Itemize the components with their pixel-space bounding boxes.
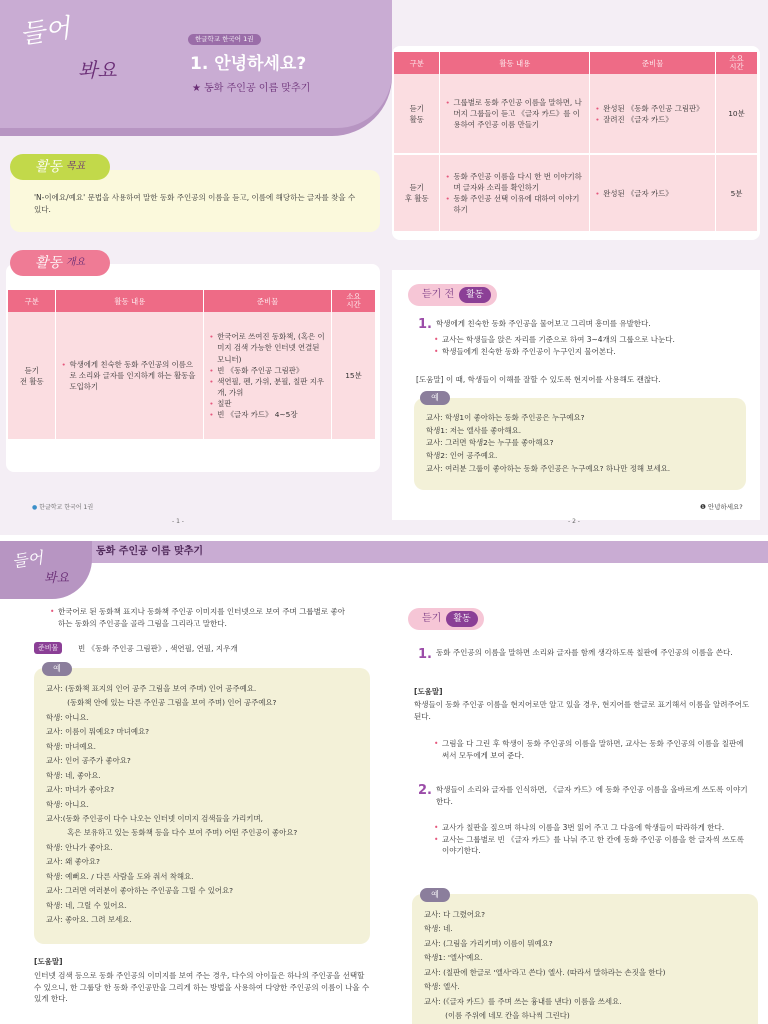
example-box xyxy=(412,894,758,1024)
page3-title: 동화 주인공 이름 맞추기 xyxy=(96,546,204,557)
pill-label: 듣기 전 xyxy=(422,288,455,300)
goal-text: 'N-이에요/예요' 문법을 사용하여 말한 동화 주인공의 이름을 듣고, 이름에 해당하는 글자를 찾을 수 있다. xyxy=(34,193,356,214)
page2-number: - 2 - xyxy=(568,518,580,525)
dialog-line: 혹은 보유하고 있는 동화책 등을 다수 보여 주며) 어떤 주인공이 좋아요? xyxy=(46,828,298,838)
overview-label-b: 개요 xyxy=(65,256,86,268)
dialog-line: 교사:(동화 주인공이 다수 나오는 인터넷 이미지 검색들을 가리키며, xyxy=(46,813,263,823)
col-header: 구분 xyxy=(394,52,440,74)
col-header: 구분 xyxy=(8,290,56,312)
cell-type: 듣기 전 활동 xyxy=(8,312,56,440)
dialog-line: 교사: 좋아요. 그려 보세요. xyxy=(46,915,132,924)
dialog-line: 교사: 여러분 그룹이 좋아하는 동화 주인공은 누구예요? 하나만 정해 보세요. xyxy=(426,463,671,473)
content-item: • 학생에게 친숙한 동화 주인공의 이름으로 소리와 글자를 인지하게 하는 활동을 도입하기 xyxy=(61,359,198,392)
overview-label-a: 활동 xyxy=(34,254,62,271)
col-header: 준비물 xyxy=(590,52,716,74)
dialog-line: 교사: 마녀가 좋아요? xyxy=(46,785,115,795)
content-item: • 동화 주인공 이름을 다시 한 번 이야기하며 글자와 소리를 확인하기 xyxy=(445,171,584,193)
dialog-line: 학생: 네, 그릴 수 있어요. xyxy=(46,900,127,910)
col-header: 준비물 xyxy=(204,290,332,312)
overview-table xyxy=(8,290,376,441)
dialog-line: 교사: (그림을 가리키며) 이름이 뭐예요? xyxy=(424,938,553,948)
example-label: 예 xyxy=(420,888,450,902)
help-title: [도움말] xyxy=(414,687,443,696)
cell-time: 15분 xyxy=(332,312,376,440)
dialog-line: 학생: 마녀예요. xyxy=(46,741,97,751)
help-text: [도움말] 이 때, 학생들이 이해를 잘할 수 있도록 현지어를 사용해도 괜찮다. xyxy=(416,375,661,384)
material-item: • 한국어로 쓰여진 동화책, (혹은 이미지 검색 가능한 인터넷 연결된 모니터) xyxy=(209,331,326,364)
help-text: 학생들이 동화 주인공 이름을 현지어로만 알고 있을 경우, 현지어를 한글로 표기해서 이름을 알려주어도 된다. xyxy=(414,700,750,721)
cell-time: 5분 xyxy=(716,154,758,232)
step-number: 1. xyxy=(418,647,432,662)
col-header: 소요 시간 xyxy=(332,290,376,312)
cell-content xyxy=(440,154,590,232)
intro-list xyxy=(50,606,350,629)
cell-content xyxy=(440,74,590,154)
dialog-line: 학생: 아니요. xyxy=(46,712,89,722)
dialog-line: 교사: 다 그렸어요? xyxy=(424,910,486,919)
dialog-line: 교사: 왜 좋아요? xyxy=(46,857,100,867)
material-item: • 완성된 《동화 주인공 그림판》 xyxy=(595,103,710,114)
dialog-line: 교사: 학생1이 좋아하는 동화 주인공은 누구예요? xyxy=(426,413,585,422)
page1-number: - 1 - xyxy=(172,518,184,525)
series-badge: 한글학교 한국어 1권 xyxy=(188,34,261,45)
bullet-item: • 그림을 다 그린 후 학생이 동화 주인공의 이름을 말하면, 교사는 동화 주인공의 이름을 칠판에 써서 모두에게 보여 준다. xyxy=(434,738,752,761)
example-label: 예 xyxy=(420,391,450,405)
dialog-line: (동화책 안에 있는 다른 주인공 그림을 보여 주며) 인어 공주예요? xyxy=(46,698,277,708)
bullet-list xyxy=(434,738,752,761)
prep-label: 준비물 xyxy=(34,642,62,654)
cell-materials xyxy=(204,312,332,440)
banner-hand-2: 봐요 xyxy=(44,571,70,586)
bullet-item: • 학생들에게 친숙한 동화 주인공이 누구인지 물어본다. xyxy=(434,346,750,358)
page1-footer: ● 한글학교 한국어 1권 xyxy=(32,504,94,511)
cell-materials xyxy=(590,74,716,154)
dialog-line: 교사: 그러면 여러분이 좋아하는 주인공을 그릴 수 있어요? xyxy=(46,886,234,896)
dialog-line: 교사: 인어 공주가 좋아요? xyxy=(46,756,131,766)
material-item: • 빈 《글자 카드》 4~5장 xyxy=(209,409,326,420)
bullet-item: • 교사는 학생들을 앉은 자리를 기준으로 하여 3~4개의 그룹으로 나눈다. xyxy=(434,334,750,346)
dialog-line: 교사: (《글자 카드》를 주며 쓰는 흉내를 낸다) 이름을 쓰세요. xyxy=(424,996,622,1006)
content-item: • 동화 주인공 선택 이유에 대하여 이야기하기 xyxy=(445,193,584,215)
step-text: 학생들이 소리와 글자를 인식하면, 《글자 카드》에 동화 주인공 이름을 올바르게 쓰도록 이야기한다. xyxy=(436,785,748,806)
col-header: 활동 내용 xyxy=(56,290,204,312)
material-item: • 빈 《동화 주인공 그림판》 xyxy=(209,365,326,376)
goal-label xyxy=(10,154,110,180)
goal-label-a: 활동 xyxy=(34,158,62,175)
before-activity-pill xyxy=(408,284,497,306)
help-text: 인터넷 검색 등으로 동화 주인공의 이미지를 보여 주는 경우, 다수의 아이들은 하나의 주인공을 선택할 수 있으니, 한 그룹당 한 동화 주인공만을 그리게 하는 방법을 사용하여 다양한 주인공의 이름이 나올 수 있게 한다. xyxy=(34,971,370,1004)
cell-time: 10분 xyxy=(716,74,758,154)
dialog-line: 학생2: 인어 공주예요. xyxy=(426,451,498,461)
material-item: • 잘려진 《글자 카드》 xyxy=(595,114,710,125)
step-number: 2. xyxy=(418,783,432,798)
col-header: 소요 시간 xyxy=(716,52,758,74)
dialog-line: 교사: 이름이 뭐예요? 마녀예요? xyxy=(46,727,150,737)
step-text: 학생에게 친숙한 동화 주인공을 물어보고 그리며 흥미를 유발한다. xyxy=(436,319,651,328)
pill-tag: 활동 xyxy=(446,611,477,627)
dialog-line: 학생: 아니요. xyxy=(46,799,89,809)
col-header: 활동 내용 xyxy=(440,52,590,74)
pill-label: 듣기 xyxy=(422,612,442,624)
dialog-line: 교사: 그러면 학생2는 누구를 좋아해요? xyxy=(426,438,554,448)
lesson-title: 1. 안녕하세요? xyxy=(190,54,307,74)
dialog-line: 학생: 네. xyxy=(424,924,453,934)
example-label: 예 xyxy=(42,662,72,676)
dialog-line: 학생1: 저는 엘사를 좋아해요. xyxy=(426,425,522,435)
pill-tag: 활동 xyxy=(459,287,490,303)
prep-text: 빈 《동화 주인공 그림판》, 색연필, 연필, 지우개 xyxy=(78,644,238,653)
bullet-item: • 교사가 칠판을 짚으며 하나의 이름을 3번 읽어 주고 그 다음에 학생들이 따라하게 한다. xyxy=(434,822,752,834)
banner-hand-title-1: 들어 xyxy=(18,13,72,51)
help-title: [도움말] xyxy=(34,957,63,966)
material-item: • 색연필, 펜, 가위, 분필, 칠판 지우개, 가위 xyxy=(209,376,326,398)
lesson-subtitle: ★ 동화 주인공 이름 맞추기 xyxy=(192,83,311,94)
listening-activity-pill xyxy=(408,608,484,630)
goal-label-b: 목표 xyxy=(65,160,86,172)
activity-table xyxy=(394,52,758,233)
bullet-list xyxy=(434,822,752,857)
intro-item: • 한국어로 된 동화책 표지나 동화책 주인공 이미지를 인터넷으로 보여 주며 그룹별로 좋아하는 동화의 주인공을 골라 그림을 그리라고 말한다. xyxy=(50,606,350,629)
material-item: • 칠판 xyxy=(209,398,326,409)
cell-content xyxy=(56,312,204,440)
cell-type: 듣기 후 활동 xyxy=(394,154,440,232)
dialog-line: 학생: 엘사. xyxy=(424,982,460,992)
material-item: • 완성된 《글자 카드》 xyxy=(595,188,710,199)
dialog-line: 학생: 예뻐요. / 다른 사람을 도와 줘서 착해요. xyxy=(46,871,194,881)
page2-footer: ❶ 안녕하세요? xyxy=(700,503,743,511)
step-text: 동화 주인공의 이름을 말하면 소리와 글자를 함께 생각하도록 칠판에 주인공의 이름을 쓴다. xyxy=(436,648,733,657)
dialog-line: 교사: (동화책 표지의 인어 공주 그림을 보여 주며) 인어 공주예요. xyxy=(46,684,257,693)
dialog-line: 학생1: '엘사'예요. xyxy=(424,953,483,963)
bullet-item: • 교사는 그룹별로 빈 《글자 카드》를 나눠 주고 한 칸에 동화 주인공 이름을 한 글자씩 쓰도록 이야기한다. xyxy=(434,834,752,857)
overview-label xyxy=(10,250,110,276)
footer-text: 한글학교 한국어 1권 xyxy=(39,504,94,511)
banner-hand-1: 들어 xyxy=(10,547,45,572)
step-number: 1. xyxy=(418,317,432,332)
example-box xyxy=(34,668,370,944)
content-item: • 그룹별로 동화 주인공 이름을 말하면, 나머지 그룹들이 듣고 《글자 카드》를 이용하여 주인공 이름 만들기 xyxy=(445,97,584,130)
dialog-line: 학생: 네, 좋아요. xyxy=(46,770,101,780)
step-bullets xyxy=(434,334,750,357)
dialog-line: 교사: (칠판에 한글로 '엘사'라고 쓴다) 엘사. (따라서 말하라는 손짓을 한다) xyxy=(424,967,666,977)
dialog-line: (이름 주위에 네모 칸을 하나씩 그린다) xyxy=(424,1011,570,1021)
banner-hand-title-2: 봐요 xyxy=(78,58,117,82)
cell-type: 듣기 활동 xyxy=(394,74,440,154)
cell-materials xyxy=(590,154,716,232)
dialog-line: 학생: 안나가 좋아요. xyxy=(46,842,113,852)
example-box xyxy=(414,398,746,490)
